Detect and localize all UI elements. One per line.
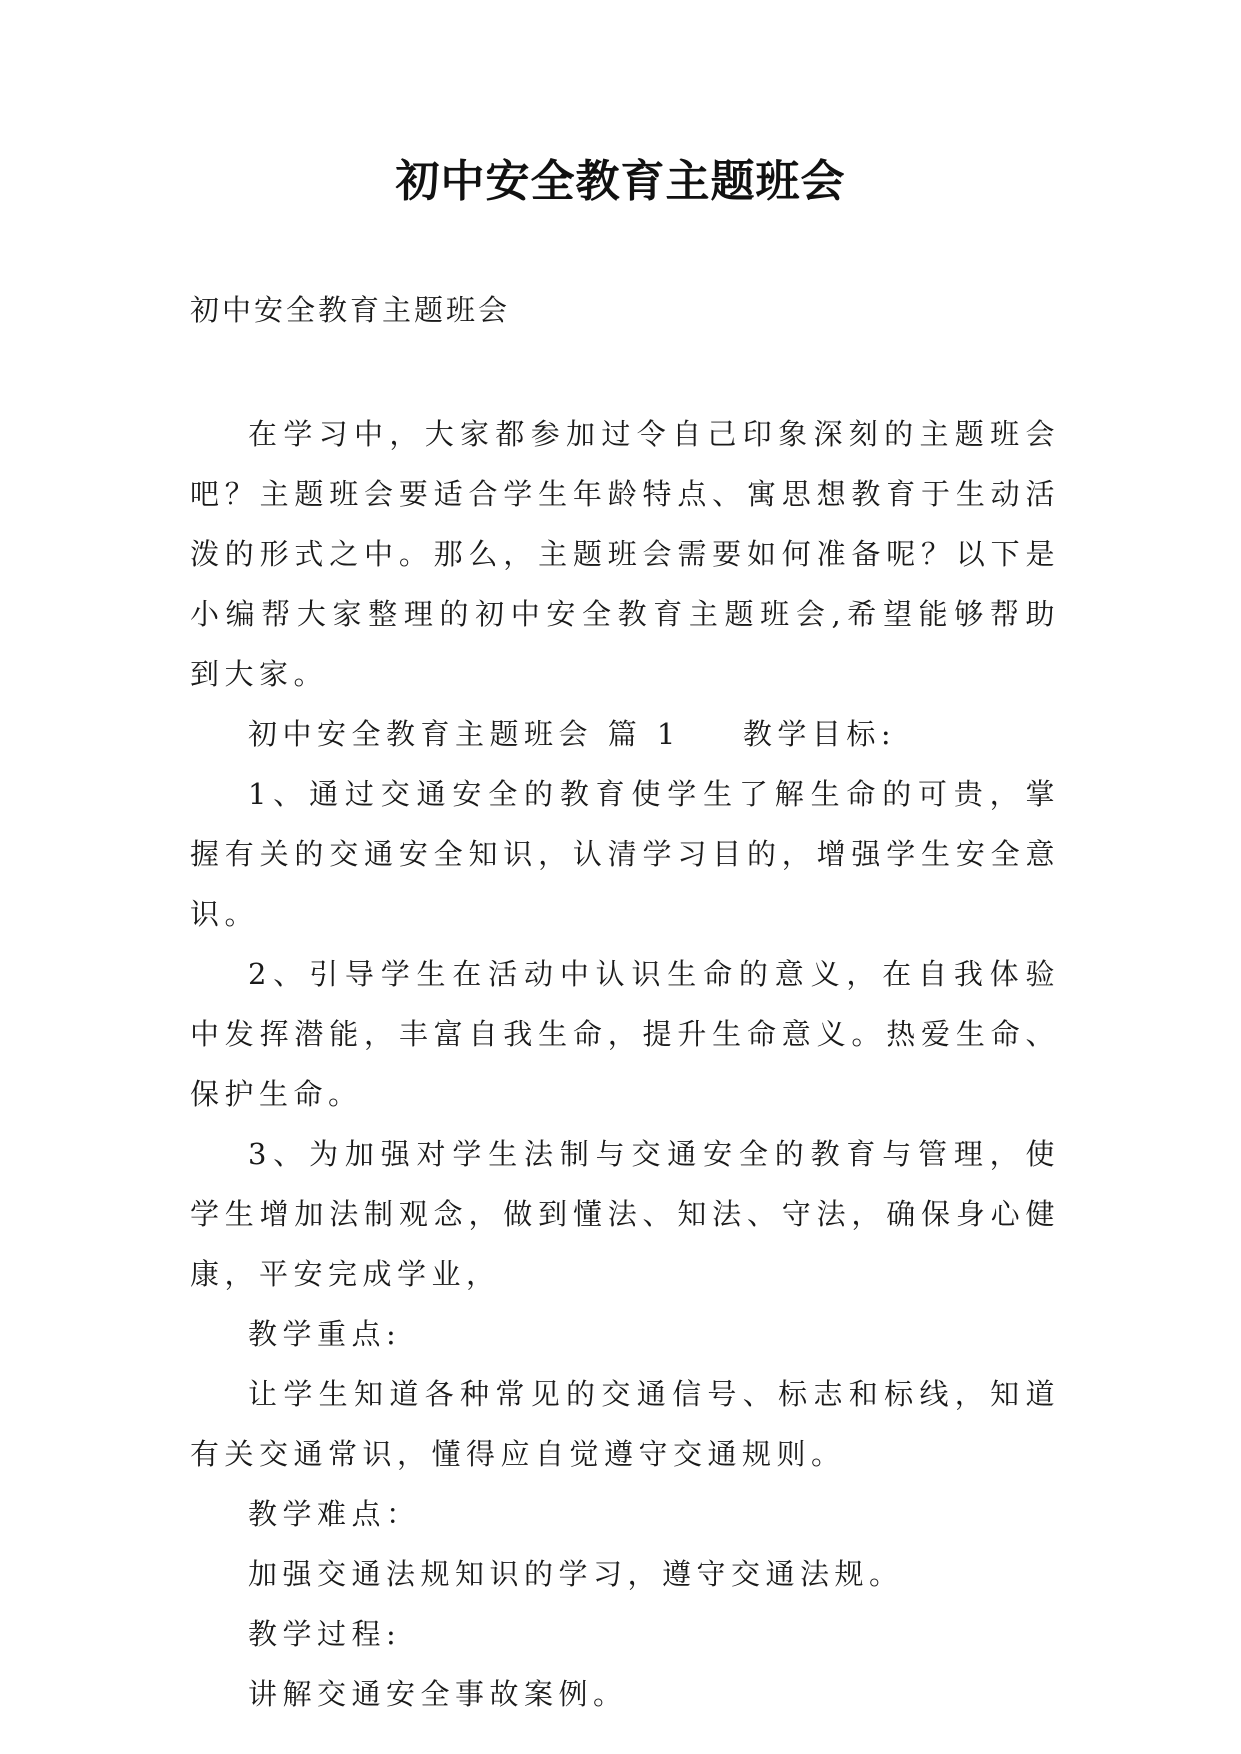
document-subtitle: 初中安全教育主题班会 [190,293,511,327]
key-points-paragraph: 让学生知道各种常见的交通信号、标志和标线，知道有关交通常识，懂得应自觉遵守交通规则。 [190,1377,1060,1471]
key-points-heading: 教学重点: [248,1317,402,1351]
document-title: 初中安全教育主题班会 [395,156,846,207]
section-heading-line [190,704,1060,764]
difficulties-heading: 教学难点： [248,1497,421,1531]
goal-1-paragraph: 1、通过交通安全的教育使学生了解生命的可贵，掌握有关的交通安全知识，认清学习目的，增强学生安全意识。 [190,777,1060,931]
section-heading: 初中安全教育主题班会 篇 1 [248,717,681,751]
intro-paragraph: 在学习中，大家都参加过令自己印象深刻的主题班会吧？主题班会要适合学生年龄特点、寓思想教育于生动活泼的形式之中。那么，主题班会需要如何准备呢？以下是小编帮大家整理的初中安全教育主题班会,希望能够帮助到大家。 [190,417,1060,691]
goals-heading: 教学目标: [742,717,897,751]
document-body [190,404,1060,1724]
goal-2-paragraph: 2、引导学生在活动中认识生命的意义，在自我体验中发挥潜能，丰富自我生命，提升生命意义。热爱生命、保护生命。 [190,957,1060,1111]
difficulties-paragraph: 加强交通法规知识的学习，遵守交通法规。 [248,1557,904,1591]
goal-3-paragraph: 3、为加强对学生法制与交通安全的教育与管理，使学生增加法制观念，做到懂法、知法、守法，确保身心健康，平安完成学业， [190,1137,1060,1291]
process-step-1: 讲解交通安全事故案例。 [248,1677,628,1711]
process-heading: 教学过程: [248,1617,402,1651]
